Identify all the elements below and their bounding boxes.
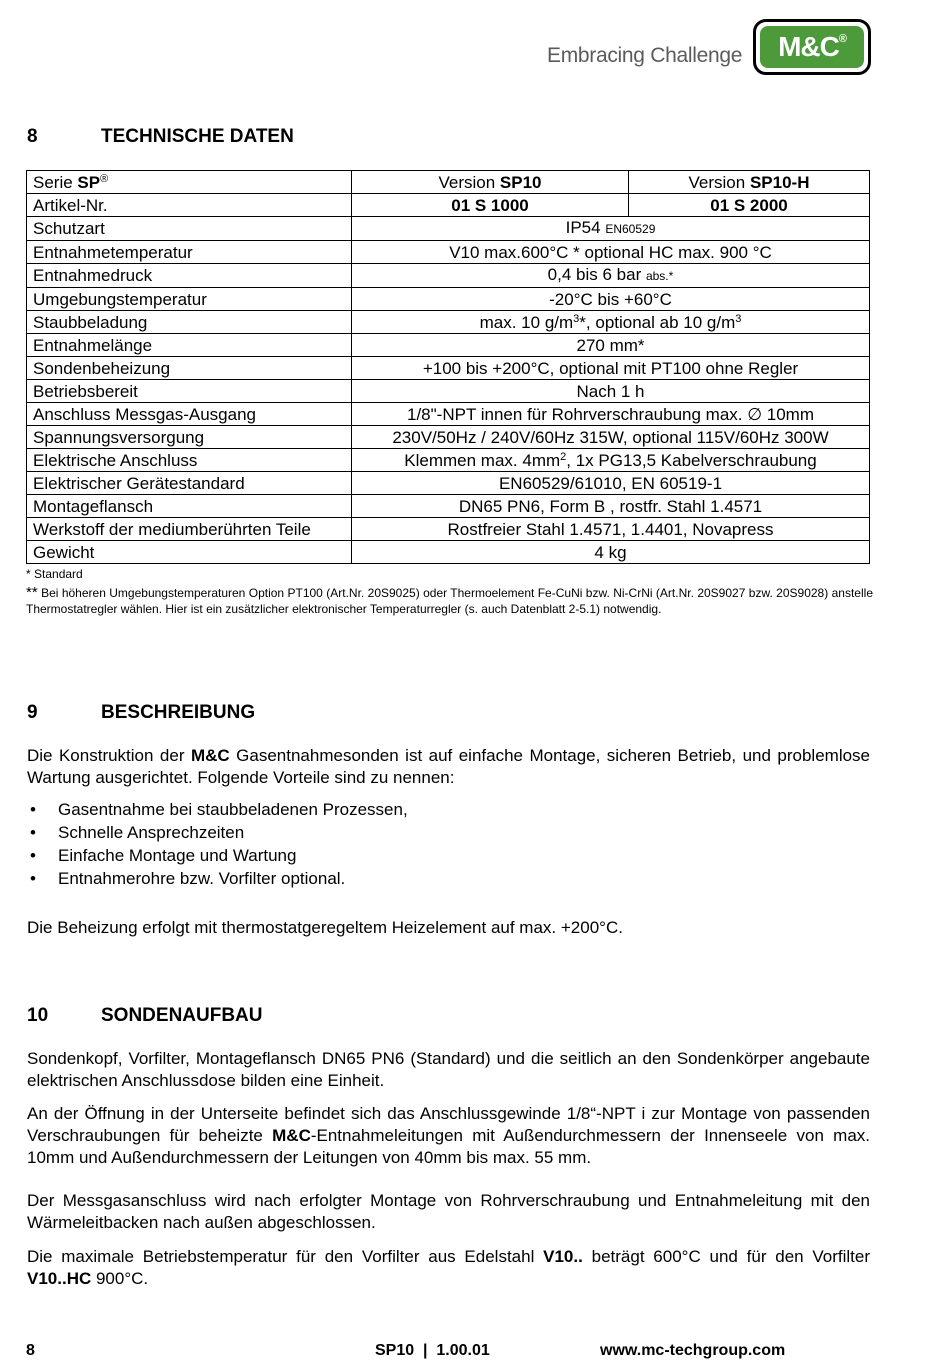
section-number: 8 xyxy=(27,126,38,147)
table-row xyxy=(27,194,870,217)
construction-paragraph-4: Die maximale Betriebstemperatur für den Vorfilter aus Edelstahl V10.. beträgt 600°C und für den Vorfilter V10..HC 900°C. xyxy=(27,1247,871,1288)
table-cell: 01 S 1000 xyxy=(352,194,629,217)
table-cell: Artikel-Nr. xyxy=(27,194,352,217)
mc-logo xyxy=(753,19,871,75)
table-cell: Sondenbeheizung xyxy=(27,357,352,380)
table-row xyxy=(27,334,870,357)
advantages-list xyxy=(27,800,870,892)
table-cell: Anschluss Messgas-Ausgang xyxy=(27,403,352,426)
table-cell: 01 S 2000 xyxy=(629,194,870,217)
table-cell: max. 10 $g/m^3*$, optional ab 10 $g/m^3$ xyxy=(352,311,870,334)
table-row xyxy=(27,380,870,403)
table-cell: 230V/50Hz / 240V/60Hz 315W, optional 115V/60Hz 300W xyxy=(352,426,870,449)
table-row xyxy=(27,311,870,334)
table-row xyxy=(27,541,870,564)
section-title: BESCHREIBUNG xyxy=(101,702,256,723)
table-row xyxy=(27,357,870,380)
section-number: 10 xyxy=(27,1005,49,1026)
section-title: SONDENAUFBAU xyxy=(101,1005,263,1026)
table-row xyxy=(27,288,870,311)
table-row xyxy=(27,403,870,426)
page-number: 8 xyxy=(26,1342,35,1359)
table-cell: Version SP10-H xyxy=(629,171,870,194)
table-cell: 4 kg xyxy=(352,541,870,564)
construction-paragraph-2: An der Öffnung in der Unterseite befindet sich das Anschlussgewinde 1/8“-NPT i zur Montage von passenden Verschraubungen für beheizte M&C-Entnahmeleitungen mit Außendurchmessern der Innenseele von max. 10mm und Außendurchmessern der Leitungen von 40mm bis max. 55 mm. xyxy=(27,1104,870,1167)
section-number: 9 xyxy=(27,702,38,723)
table-cell: Schutzart xyxy=(27,217,352,241)
table-row xyxy=(27,426,870,449)
table-cell: 1/8"-NPT innen für Rohrverschraubung max. ∅ 10mm xyxy=(352,403,870,426)
doc-version: SP10 | 1.00.01 xyxy=(375,1342,490,1359)
slogan: Embracing Challenge xyxy=(547,44,743,67)
table-cell: Rostfreier Stahl 1.4571, 1.4401, Novapress xyxy=(352,518,870,541)
footer-url: www.mc-techgroup.com xyxy=(600,1342,786,1359)
table-cell: 0,4 bis 6 bar abs.* xyxy=(352,264,870,288)
table-cell: Elektrischer Gerätestandard xyxy=(27,472,352,495)
table-cell: Montageflansch xyxy=(27,495,352,518)
table-cell: Elektrische Anschluss xyxy=(27,449,352,472)
construction-paragraph-3: Der Messgasanschluss wird nach erfolgter Montage von Rohrverschraubung und Entnahmeleitung mit den Wärmeleitbacken nach außen abgeschlossen. xyxy=(27,1191,870,1232)
heating-note: Die Beheizung erfolgt mit thermostatgeregeltem Heizelement auf max. +200°C. xyxy=(27,918,623,937)
table-cell: Serie SP® xyxy=(27,171,352,194)
table-cell: Nach 1 h xyxy=(352,380,870,403)
table-cell: Staubbeladung xyxy=(27,311,352,334)
table-cell: Betriebsbereit xyxy=(27,380,352,403)
spec-table xyxy=(26,170,870,564)
logo-badge xyxy=(760,26,864,68)
construction-paragraph-1: Sondenkopf, Vorfilter, Montageflansch DN65 PN6 (Standard) und die seitlich an den Sondenkörper angebaute elektrischen Anschlussdose bilden eine Einheit. xyxy=(27,1049,870,1090)
table-cell: Klemmen max. $4mm^2$, 1x PG13,5 Kabelverschraubung xyxy=(352,449,870,472)
table-cell: EN60529/61010, EN 60519-1 xyxy=(352,472,870,495)
section-title: TECHNISCHE DATEN xyxy=(101,126,294,147)
list-item: • Gasentnahme bei staubbeladenen Prozessen, xyxy=(30,800,408,819)
table-row xyxy=(27,472,870,495)
table-cell: Entnahmelänge xyxy=(27,334,352,357)
table-cell: Werkstoff der mediumberührten Teile xyxy=(27,518,352,541)
table-cell: Gewicht xyxy=(27,541,352,564)
table-row xyxy=(27,518,870,541)
table-row xyxy=(27,241,870,264)
table-row xyxy=(27,495,870,518)
table-cell: -20°C bis +60°C xyxy=(352,288,870,311)
footnote-options: ** Bei höheren Umgebungstemperaturen Option PT100 (Art.Nr. 20S9025) oder Thermoelement Fe-CuNi bzw. Ni-CrNi (Art.Nr. 20S9027 bzw. 20S9028) anstelle Thermostatregler wählen. Hier ist ein zusätzlicher elektronischer Temperaturregler (s. auch Datenblatt 2-5.1) notwendig. xyxy=(26,584,873,616)
table-row xyxy=(27,171,870,194)
table-cell: 270 mm* xyxy=(352,334,870,357)
table-cell: Version SP10 xyxy=(352,171,629,194)
table-row xyxy=(27,449,870,472)
table-cell: Entnahmetemperatur xyxy=(27,241,352,264)
list-item: • Schnelle Ansprechzeiten xyxy=(30,823,245,842)
list-item: • Einfache Montage und Wartung xyxy=(30,846,297,865)
table-cell: Umgebungstemperatur xyxy=(27,288,352,311)
table-row xyxy=(27,264,870,288)
logo-text: M&C xyxy=(778,31,839,62)
table-cell: +100 bis +200°C, optional mit PT100 ohne Regler xyxy=(352,357,870,380)
logo-registered: ® xyxy=(838,33,846,45)
footnote-standard: * Standard xyxy=(26,567,83,581)
description-intro: Die Konstruktion der M&C Gasentnahmesonden ist auf einfache Montage, sicheren Betrieb, und problemlose Wartung ausgerichtet. Folgende Vorteile sind zu nennen: xyxy=(27,746,870,787)
list-item: • Entnahmerohre bzw. Vorfilter optional. xyxy=(30,869,346,888)
table-cell: Spannungsversorgung xyxy=(27,426,352,449)
table-cell: V10 max.600°C * optional HC max. 900 °C xyxy=(352,241,870,264)
table-row xyxy=(27,217,870,241)
table-cell: Entnahmedruck xyxy=(27,264,352,288)
table-cell: DN65 PN6, Form B , rostfr. Stahl 1.4571 xyxy=(352,495,870,518)
table-cell: IP54 EN60529 xyxy=(352,217,870,241)
